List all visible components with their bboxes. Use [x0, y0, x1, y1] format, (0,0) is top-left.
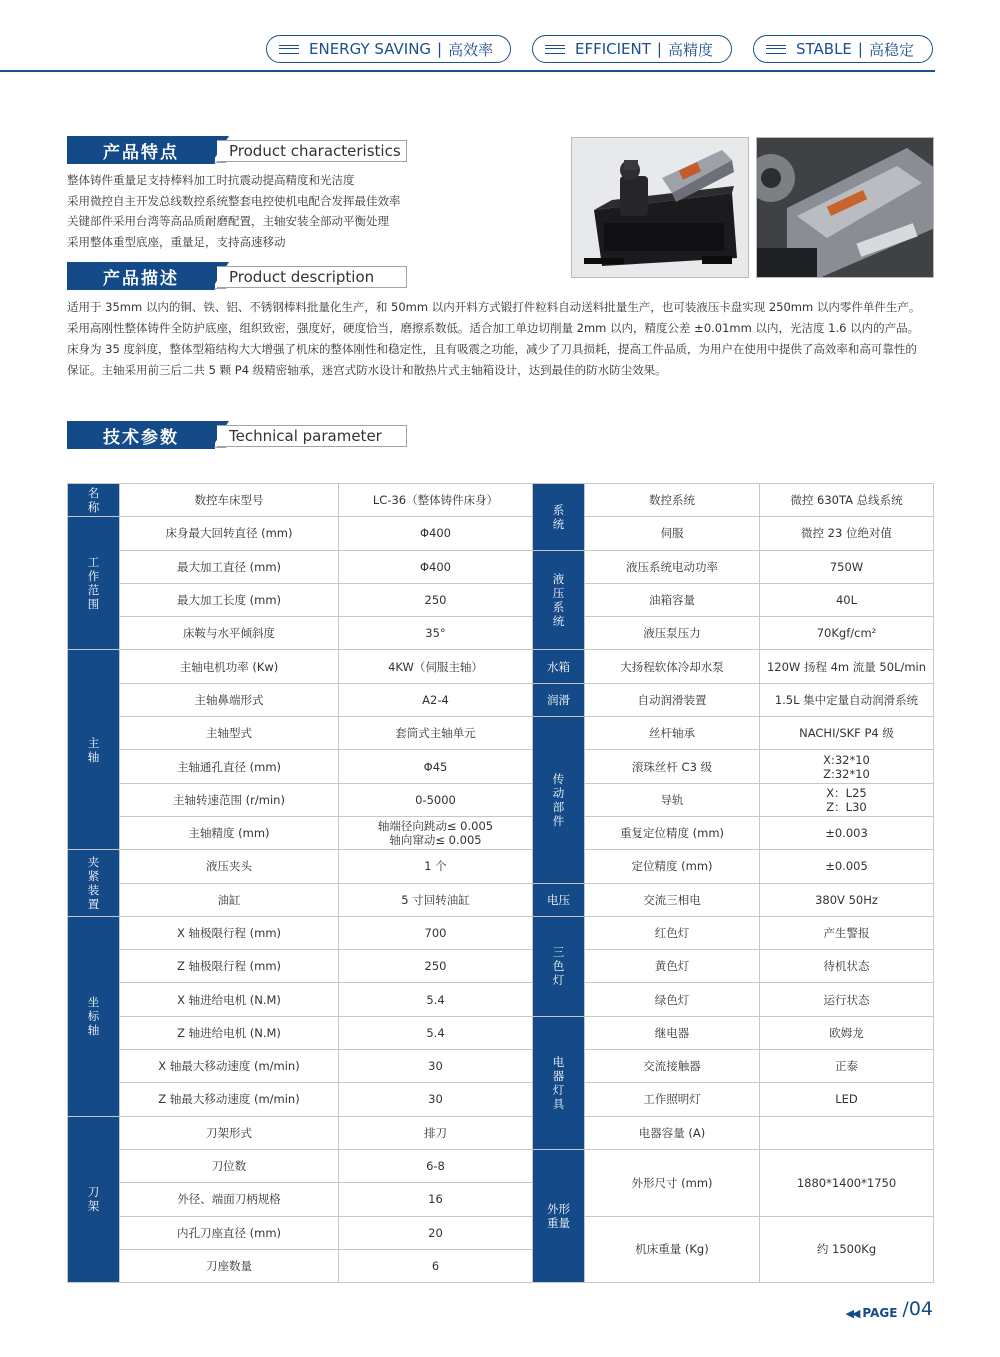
param-value: 微控 23 位绝对值: [760, 517, 934, 550]
param-label: 数控系统: [585, 484, 760, 517]
param-label: 机床重量 (Kg): [585, 1216, 760, 1283]
characteristics-line: 采用微控自主开发总线数控系统整套电控使机电配合发挥最佳效率: [67, 193, 401, 208]
param-value: Φ45: [339, 750, 533, 783]
param-value: 6-8: [339, 1149, 533, 1182]
param-label: 主轴通孔直径 (mm): [120, 750, 339, 783]
param-label: 刀位数: [120, 1149, 339, 1182]
param-label: 液压泵压力: [585, 617, 760, 650]
param-label: 床身最大回转直径 (mm): [120, 517, 339, 550]
param-label: 主轴型式: [120, 717, 339, 750]
description-text: [67, 297, 937, 381]
param-value: 待机状态: [760, 950, 934, 983]
page-number: [845, 1298, 933, 1320]
pill-en: STABLE: [796, 40, 852, 58]
param-value: 套筒式主轴单元: [339, 717, 533, 750]
param-label: 油缸: [120, 883, 339, 916]
param-label: 丝杆轴承: [585, 717, 760, 750]
spec-table: [67, 483, 934, 1283]
category-cell: 主轴: [68, 650, 120, 850]
description-line: 保证。主轴采用前三后二共 5 颗 P4 级精密轴承，迷宫式防水设计和散热片式主轴箱设计，达到最佳的防水防尘效果。: [67, 363, 667, 377]
table-row: [68, 916, 934, 949]
pill-separator: |: [656, 40, 662, 58]
param-label: 最大加工直径 (mm): [120, 550, 339, 583]
table-row: [68, 750, 934, 783]
param-value: ±0.003: [760, 816, 934, 849]
table-row: [68, 1083, 934, 1116]
characteristics-line: 关键部件采用台湾等高品质耐磨配置，主轴安装全部动平衡处理: [67, 214, 389, 228]
param-value: 250: [339, 950, 533, 983]
heading-en: Technical parameter: [217, 425, 407, 447]
param-label: 滚珠丝杆 C3 级: [585, 750, 760, 783]
param-label: 液压系统电动功率: [585, 550, 760, 583]
pill-en: ENERGY SAVING: [309, 40, 432, 58]
pill-cn: 高效率: [448, 40, 494, 59]
param-value: 1.5L 集中定量自动润滑系统: [760, 683, 934, 716]
pill-separator: |: [857, 40, 863, 58]
category-cell: 刀架: [68, 1116, 120, 1282]
pill-efficient: [532, 35, 732, 63]
param-value: 轴端径向跳动≤ 0.005 轴向窜动≤ 0.005: [339, 816, 533, 849]
param-value: Φ400: [339, 550, 533, 583]
heading-description: [67, 262, 407, 290]
param-value: 250: [339, 583, 533, 616]
table-row: [68, 1016, 934, 1049]
heading-technical: [67, 421, 407, 449]
table-row: [68, 617, 934, 650]
param-value: NACHI/SKF P4 级: [760, 717, 934, 750]
param-value: 运行状态: [760, 983, 934, 1016]
category-cell: 外形重量: [533, 1149, 585, 1282]
param-label: Z 轴最大移动速度 (m/min): [120, 1083, 339, 1116]
heading-characteristics: [67, 136, 407, 164]
param-value: 0-5000: [339, 783, 533, 816]
machine-photo-full: [571, 137, 749, 278]
category-cell: 系统: [533, 484, 585, 551]
description-line: 采用高刚性整体铸件全防护底座，组织致密，强度好，硬度恰当，磨擦系数低。适合加工单边切削量 2mm 以内，精度公差 ±0.01mm 以内，光洁度 1.6 以内的产品。: [67, 321, 920, 335]
page-slash: /: [902, 1298, 909, 1320]
param-value: A2-4: [339, 683, 533, 716]
param-label: 红色灯: [585, 916, 760, 949]
table-row: [68, 550, 934, 583]
param-value: 30: [339, 1050, 533, 1083]
category-cell: 三色灯: [533, 916, 585, 1016]
param-label: 工作照明灯: [585, 1083, 760, 1116]
param-label: 床鞍与水平倾斜度: [120, 617, 339, 650]
param-value: 380V 50Hz: [760, 883, 934, 916]
table-row: [68, 484, 934, 517]
cnc-lathe-illustration: [572, 138, 749, 278]
param-label: 数控车床型号: [120, 484, 339, 517]
param-label: 导轨: [585, 783, 760, 816]
characteristics-line: 整体铸件重量足支持棒料加工时抗震动提高精度和光洁度: [67, 173, 355, 187]
param-value: 4KW（伺服主轴）: [339, 650, 533, 683]
param-label: 交流接触器: [585, 1050, 760, 1083]
table-row: [68, 850, 934, 883]
param-label: 主轴转速范围 (r/min): [120, 783, 339, 816]
param-label: 内孔刀座直径 (mm): [120, 1216, 339, 1249]
param-value: 40L: [760, 583, 934, 616]
param-value: LC-36（整体铸件床身）: [339, 484, 533, 517]
param-value: 20: [339, 1216, 533, 1249]
category-cell: 夹紧装置: [68, 850, 120, 917]
param-value: 排刀: [339, 1116, 533, 1149]
param-label: 油箱容量: [585, 583, 760, 616]
param-label: 重复定位精度 (mm): [585, 816, 760, 849]
param-label: 刀座数量: [120, 1249, 339, 1282]
table-row: [68, 650, 934, 683]
heading-cn: 产品描述: [67, 262, 215, 290]
menu-lines-icon: [766, 45, 786, 54]
menu-lines-icon: [545, 45, 565, 54]
param-label: Z 轴进给电机 (N.M): [120, 1016, 339, 1049]
table-row: [68, 1050, 934, 1083]
table-row: [68, 1216, 934, 1249]
characteristics-line: 采用整体重型底座，重量足，支持高速移动: [67, 234, 286, 249]
description-line: 床身为 35 度斜度，整体型箱结构大大增强了机床的整体刚性和稳定性，且有吸震之功能，减少了刀具损耗，提高工件品质，为用户在使用中提供了高效率和高可靠性的: [67, 342, 917, 356]
page-label: PAGE: [862, 1306, 898, 1320]
pill-cn: 高精度: [667, 40, 713, 59]
param-value: LED: [760, 1083, 934, 1116]
param-value: 5.4: [339, 1016, 533, 1049]
category-cell: 坐标轴: [68, 916, 120, 1116]
table-row: [68, 950, 934, 983]
param-value: ±0.005: [760, 850, 934, 883]
param-value: 产生警报: [760, 916, 934, 949]
category-cell: 电压: [533, 883, 585, 916]
param-value: 16: [339, 1183, 533, 1216]
param-label: 继电器: [585, 1016, 760, 1049]
slide-detail-illustration: [757, 138, 934, 278]
header-rule: [0, 70, 935, 72]
page-number-value: 04: [908, 1298, 933, 1320]
param-label: X 轴极限行程 (mm): [120, 916, 339, 949]
param-value: 5.4: [339, 983, 533, 1016]
heading-en: Product characteristics: [217, 140, 407, 162]
param-value: 700: [339, 916, 533, 949]
param-value: 约 1500Kg: [760, 1216, 934, 1283]
category-cell: 电器灯具: [533, 1016, 585, 1149]
param-label: 伺服: [585, 517, 760, 550]
param-value: 30: [339, 1083, 533, 1116]
double-left-arrow-icon: ◀◀: [845, 1307, 859, 1320]
param-label: 绿色灯: [585, 983, 760, 1016]
table-row: [68, 517, 934, 550]
param-label: 电器容量 (A): [585, 1116, 760, 1149]
table-row: [68, 583, 934, 616]
param-label: 交流三相电: [585, 883, 760, 916]
characteristics-list: [67, 170, 547, 252]
pill-en: EFFICIENT: [575, 40, 651, 58]
param-label: 主轴精度 (mm): [120, 816, 339, 849]
pill-energy-saving: [266, 35, 511, 63]
table-row: [68, 683, 934, 716]
description-line: 适用于 35mm 以内的铜、铁、铝、不锈钢棒料批量化生产，和 50mm 以内开料方式锻打件粒料自动送料批量生产，也可装液压卡盘实现 250mm 以内零件单件生产。: [67, 300, 921, 314]
param-label: 刀架形式: [120, 1116, 339, 1149]
param-label: 外径、端面刀柄规格: [120, 1183, 339, 1216]
category-cell: 传动部件: [533, 717, 585, 883]
param-label: 外形尺寸 (mm): [585, 1149, 760, 1216]
param-value: X:32*10 Z:32*10: [760, 750, 934, 783]
category-cell: 润滑: [533, 683, 585, 716]
param-label: Z 轴极限行程 (mm): [120, 950, 339, 983]
machine-photo-detail: [756, 137, 934, 278]
param-value: 120W 扬程 4m 流量 50L/min: [760, 650, 934, 683]
param-label: 主轴鼻端形式: [120, 683, 339, 716]
table-row: [68, 717, 934, 750]
heading-en: Product description: [217, 266, 407, 288]
param-label: 液压夹头: [120, 850, 339, 883]
heading-cn: 技术参数: [67, 421, 215, 449]
pill-separator: |: [437, 40, 443, 58]
param-value: 1880*1400*1750: [760, 1149, 934, 1216]
param-value: 正泰: [760, 1050, 934, 1083]
param-label: X 轴进给电机 (N.M): [120, 983, 339, 1016]
category-cell: 名称: [68, 484, 120, 517]
param-label: 主轴电机功率 (Kw): [120, 650, 339, 683]
table-row: [68, 816, 934, 849]
param-value: 35°: [339, 617, 533, 650]
param-value: 微控 630TA 总线系统: [760, 484, 934, 517]
table-row: [68, 883, 934, 916]
param-value: 1 个: [339, 850, 533, 883]
param-value: 750W: [760, 550, 934, 583]
pill-stable: [753, 35, 933, 63]
param-label: 最大加工长度 (mm): [120, 583, 339, 616]
param-label: 定位精度 (mm): [585, 850, 760, 883]
category-cell: 水箱: [533, 650, 585, 683]
table-row: [68, 1116, 934, 1149]
param-label: 自动润滑装置: [585, 683, 760, 716]
param-value: X：L25 Z：L30: [760, 783, 934, 816]
table-row: [68, 783, 934, 816]
param-value: [760, 1116, 934, 1149]
param-value: 70Kgf/cm²: [760, 617, 934, 650]
param-value: 6: [339, 1249, 533, 1282]
category-cell: 液压系统: [533, 550, 585, 650]
param-value: 欧姆龙: [760, 1016, 934, 1049]
param-value: 5 寸回转油缸: [339, 883, 533, 916]
table-row: [68, 983, 934, 1016]
table-row: [68, 1149, 934, 1182]
param-label: X 轴最大移动速度 (m/min): [120, 1050, 339, 1083]
param-value: Φ400: [339, 517, 533, 550]
menu-lines-icon: [279, 45, 299, 54]
category-cell: 工作范围: [68, 517, 120, 650]
param-label: 黄色灯: [585, 950, 760, 983]
pill-cn: 高稳定: [868, 40, 914, 59]
heading-cn: 产品特点: [67, 136, 215, 164]
param-label: 大扬程软体冷却水泵: [585, 650, 760, 683]
